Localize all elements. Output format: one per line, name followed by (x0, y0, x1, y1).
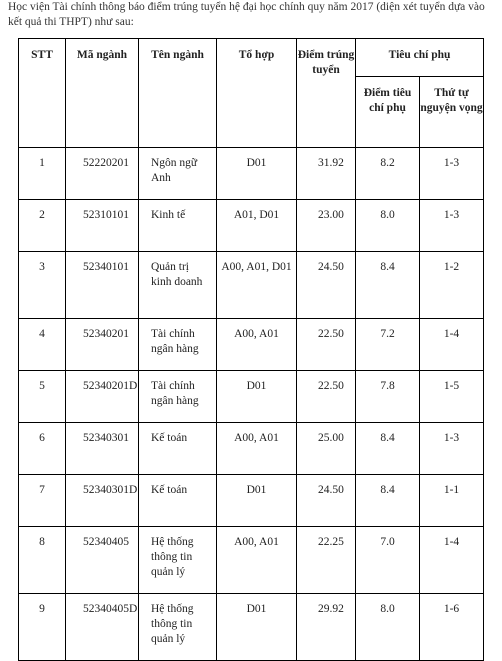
table-row (19, 200, 484, 252)
table-row (19, 423, 484, 475)
cell-diem-phu: 8.0 (356, 200, 420, 252)
cell-to-hop: D01 (217, 475, 297, 527)
cell-nguyen-vong: 1-3 (420, 200, 484, 252)
header-thu-tu-nguyen-vong: Thứ tự nguyện vọng (420, 77, 484, 148)
cell-stt: 1 (19, 148, 66, 200)
cell-stt: 4 (19, 319, 66, 371)
cell-ten-nganh: Hệ thống thông tin quản lý (139, 594, 217, 661)
cell-nguyen-vong: 1-5 (420, 371, 484, 423)
cell-ma-nganh: 52310101 (66, 200, 139, 252)
cell-diem-phu: 8.0 (356, 594, 420, 661)
cell-diem: 23.00 (297, 200, 356, 252)
table-row (19, 148, 484, 200)
cell-nguyen-vong: 1-3 (420, 148, 484, 200)
cell-to-hop: A00, A01, D01 (217, 252, 297, 319)
cell-ten-nganh: Kế toán (139, 423, 217, 475)
cell-ma-nganh: 52340301D (66, 475, 139, 527)
header-diem-trung-tuyen: Điểm trúng tuyển (297, 39, 356, 148)
cell-to-hop: D01 (217, 148, 297, 200)
header-to-hop: Tổ hợp (217, 39, 297, 148)
cell-nguyen-vong: 1-3 (420, 423, 484, 475)
cell-diem: 22.50 (297, 319, 356, 371)
cell-ten-nganh: Tài chính ngân hàng (139, 371, 217, 423)
cell-ma-nganh: 52340201D (66, 371, 139, 423)
cell-ten-nganh: Tài chính ngân hàng (139, 319, 217, 371)
cell-diem-phu: 8.4 (356, 252, 420, 319)
cell-ma-nganh: 52340405D (66, 594, 139, 661)
cell-nguyen-vong: 1-4 (420, 319, 484, 371)
table-row (19, 527, 484, 594)
table-row (19, 475, 484, 527)
cell-nguyen-vong: 1-2 (420, 252, 484, 319)
cell-stt: 9 (19, 594, 66, 661)
cell-diem: 24.50 (297, 475, 356, 527)
cell-stt: 5 (19, 371, 66, 423)
header-ma-nganh: Mã ngành (66, 39, 139, 148)
cell-stt: 2 (19, 200, 66, 252)
header-tieu-chi-phu: Tiêu chí phụ (356, 39, 484, 77)
cell-diem-phu: 7.2 (356, 319, 420, 371)
header-stt: STT (19, 39, 66, 148)
cell-ten-nganh: Hệ thống thông tin quản lý (139, 527, 217, 594)
cell-diem: 25.00 (297, 423, 356, 475)
cell-to-hop: A00, A01 (217, 423, 297, 475)
header-diem-tieu-chi-phu: Điểm tiêu chí phụ (356, 77, 420, 148)
cell-diem-phu: 8.4 (356, 423, 420, 475)
cell-ma-nganh: 52340201 (66, 319, 139, 371)
cell-to-hop: A00, A01 (217, 527, 297, 594)
cell-nguyen-vong: 1-6 (420, 594, 484, 661)
table-row (19, 252, 484, 319)
cell-stt: 7 (19, 475, 66, 527)
cell-to-hop: A01, D01 (217, 200, 297, 252)
cell-diem: 22.50 (297, 371, 356, 423)
admission-score-table (18, 38, 484, 661)
cell-diem-phu: 8.4 (356, 475, 420, 527)
table-row (19, 594, 484, 661)
cell-diem-phu: 8.2 (356, 148, 420, 200)
intro-paragraph: Học viện Tài chính thông báo điểm trúng tuyển hệ đại học chính quy năm 2017 (diện xét tuyển dựa vào kết quả thi THPT) như sau: (8, 1, 485, 28)
cell-ten-nganh: Ngôn ngữ Anh (139, 148, 217, 200)
cell-diem-phu: 7.8 (356, 371, 420, 423)
cell-diem: 29.92 (297, 594, 356, 661)
cell-nguyen-vong: 1-1 (420, 475, 484, 527)
cell-ten-nganh: Kế toán (139, 475, 217, 527)
cell-ma-nganh: 52340301 (66, 423, 139, 475)
cell-diem: 31.92 (297, 148, 356, 200)
cell-ten-nganh: Kinh tế (139, 200, 217, 252)
cell-ma-nganh: 52340405 (66, 527, 139, 594)
cell-diem-phu: 7.0 (356, 527, 420, 594)
cell-to-hop: D01 (217, 594, 297, 661)
cell-to-hop: A00, A01 (217, 319, 297, 371)
cell-diem: 24.50 (297, 252, 356, 319)
cell-ten-nganh: Quản trị kinh doanh (139, 252, 217, 319)
cell-nguyen-vong: 1-4 (420, 527, 484, 594)
cell-to-hop: D01 (217, 371, 297, 423)
cell-diem: 22.25 (297, 527, 356, 594)
cell-ma-nganh: 52340101 (66, 252, 139, 319)
header-row (19, 39, 484, 77)
cell-stt: 6 (19, 423, 66, 475)
cell-ma-nganh: 52220201 (66, 148, 139, 200)
table-row (19, 319, 484, 371)
cell-stt: 3 (19, 252, 66, 319)
cell-stt: 8 (19, 527, 66, 594)
table-row (19, 371, 484, 423)
header-ten-nganh: Tên ngành (139, 39, 217, 148)
